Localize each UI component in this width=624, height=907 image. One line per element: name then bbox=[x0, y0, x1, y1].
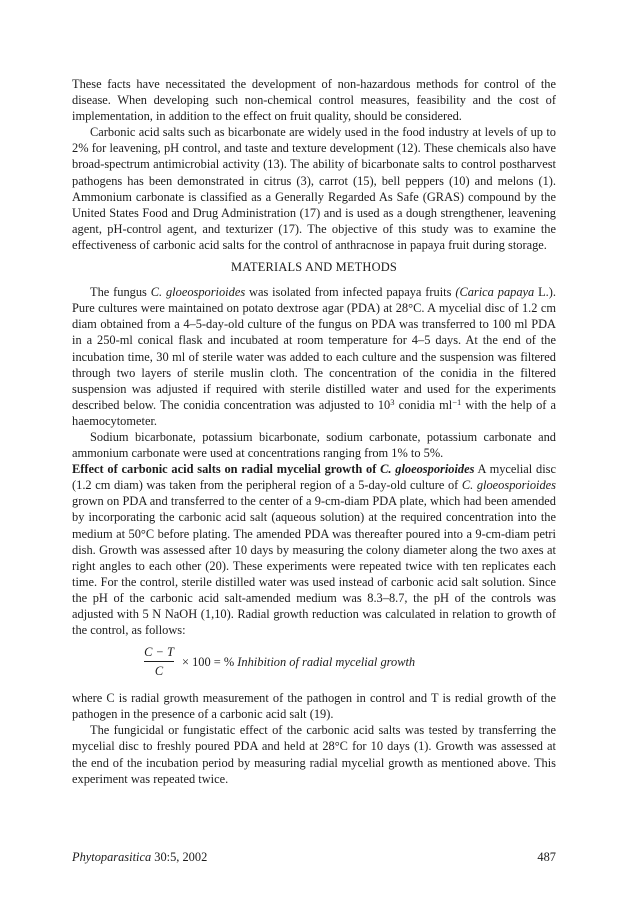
species-name: C. gloeosporioides bbox=[150, 285, 246, 300]
formula-result: × 100 = % Inhibition of radial mycelial growth bbox=[182, 655, 416, 670]
paragraph-fungicidal-test: The fungicidal or fungistatic effect of the carbonic acid salts was tested by transferring the mycelial disc to freshly poured PDA and held at 28°C for 10 days (1). Growth was assessed at the end of the incubation period by measuring radial mycelial growth as mentioned above. This experiment was repeated twice. bbox=[72, 723, 556, 786]
formula-denominator: C bbox=[154, 664, 164, 679]
superscript-exponent: 3 bbox=[390, 396, 395, 407]
inhibition-formula bbox=[72, 642, 556, 684]
host-species-name: (Carica papaya bbox=[455, 285, 535, 300]
species-name: C. gloeosporioides bbox=[461, 478, 557, 493]
superscript-exponent: −1 bbox=[452, 396, 462, 407]
paragraph-intro-2: Carbonic acid salts such as bicarbonate are widely used in the food industry at levels of up to 2% for leavening, pH control, and taste and texture development (12). These chemicals also have broad-spectrum antimicrobial activity (13). The ability of bicarbonate salts to control postharvest pathogens has been demonstrated in citrus (3), carrot (15), bell peppers (10) and melons (1). Ammonium carbonate is classified as a Generally Regarded As Safe (GRAS) compound by the United States Food and Drug Administration (17) and is used as a dough strengthener, leavening agent, pH-control agent, and texturizer (17). The objective of this study was to examine the effectiveness of carbonic acid salts for the control of anthracnose in papaya fruit during storage. bbox=[72, 125, 556, 252]
paragraph-fungus-isolation: The fungus C. gloeosporioides was isolated from infected papaya fruits (Carica papaya L.). Pure cultures were maintained on potato dextrose agar (PDA) at 28°C. A mycelial disc of 1.2 cm diam obtained from a 4–5-day-old culture of the fungus on PDA was transferred to 100 ml PDA in a 250-ml conical flask and incubated at room temperature for 4–5 days. At the end of the incubation time, 30 ml of sterile water was added to each culture and the suspension was filtered through two layers of sterile muslin cloth. The concentration of the conidia in the filtered suspension was adjusted if required with sterile distilled water and used for the experiments described below. The conidia concentration was adjusted to $10^3$ conidia $ml^{-1}$ with the help of a haemocytometer. bbox=[72, 285, 557, 428]
formula-numerator: C − T bbox=[144, 644, 174, 662]
paragraph-radial-growth: Effect of carbonic acid salts on radial mycelial growth of C. gloeosporioides A mycelial disc (1.2 cm diam) was taken from the peripheral region of a 5-day-old culture of C. gloeosporioides grown on PDA and transferred to the center of a 9-cm-diam PDA plate, which had been amended by incorporating the carbonic acid salt (aqueous solution) at the required concentration into the medium at 50°C before plating. The amended PDA was thereafter poured into a 9-cm-diam petri dish. Growth was assessed after 10 days by measuring the colony diameter along the two axes at right angles to each other (20). These experiments were repeated twice with ten replicates each time. For the control, sterile distilled water was used instead of carbonic acid salt solution. Since the pH of the carbonic acid salt-amended medium was 8.3–8.7, the pH of the controls was adjusted with 5 N NaOH (1,10). Radial growth reduction was calculated in relation to growth of the control, as follows: bbox=[72, 462, 557, 638]
page-body bbox=[72, 76, 556, 787]
paragraph-intro-1: These facts have necessitated the development of non-hazardous methods for control of the disease. When developing such non-chemical control measures, feasibility and the cost of implementation, in addition to the effect on fruit quality, should be considered. bbox=[72, 77, 556, 124]
paragraph-formula-explanation: where C is radial growth measurement of the pathogen in control and T is redial growth of the pathogen in the presence of a carbonic acid salt (19). bbox=[72, 691, 556, 722]
journal-name: Phytoparasitica bbox=[72, 850, 152, 864]
section-heading: MATERIALS AND METHODS bbox=[231, 260, 397, 275]
page-footer bbox=[72, 850, 556, 865]
paragraph-salts-used: Sodium bicarbonate, potassium bicarbonate, sodium carbonate, potassium carbonate and ammonium carbonate were used at concentrations ranging from 1% to 5%. bbox=[72, 429, 556, 461]
subsection-heading: Effect of carbonic acid salts on radial mycelial growth of C. gloeosporioides bbox=[72, 462, 475, 477]
journal-issue: 30:5, 2002 bbox=[151, 850, 208, 864]
page-number: 487 bbox=[537, 850, 556, 864]
formula-fraction bbox=[144, 644, 174, 679]
